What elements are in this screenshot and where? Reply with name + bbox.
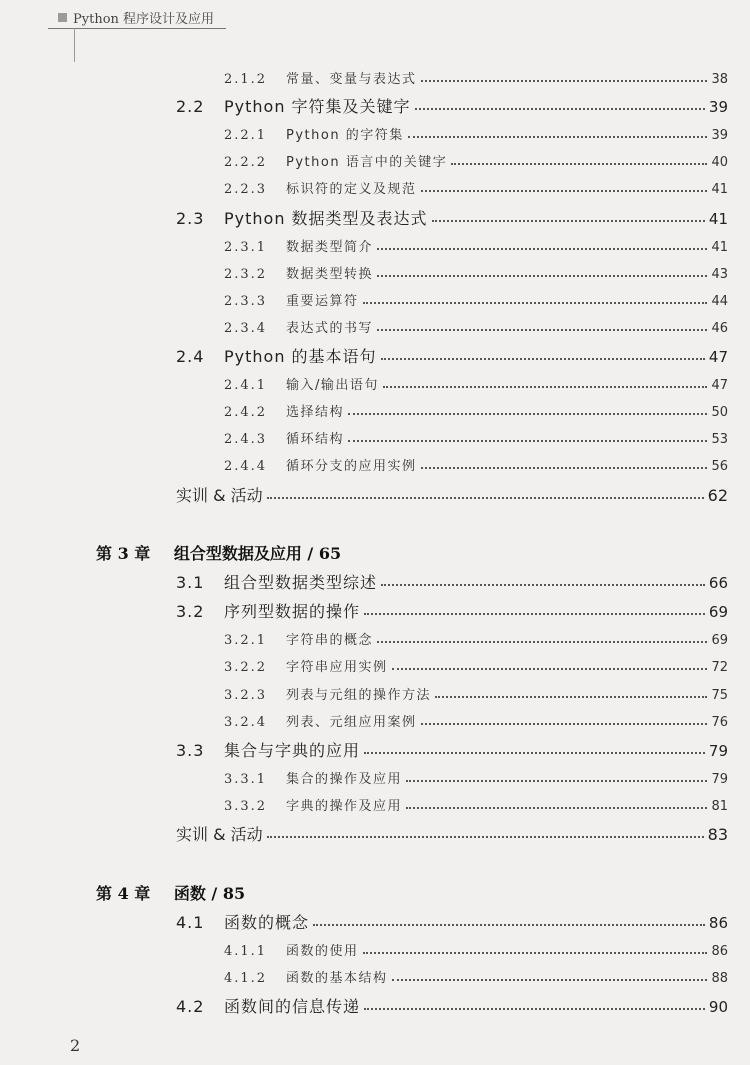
toc-title: 字符串的概念: [286, 633, 374, 648]
toc-entry-4-2[interactable]: [176, 994, 728, 1017]
toc-title: 序列型数据的操作: [224, 602, 361, 621]
toc-page: 53: [711, 432, 728, 447]
toc-page: 66: [708, 574, 728, 592]
toc-leader-dots: [363, 952, 708, 954]
toc-title: Python 的基本语句: [224, 347, 377, 366]
toc-page: 83: [707, 825, 728, 844]
toc-title: 字典的操作及应用: [286, 799, 403, 814]
toc-entry-2-3-4[interactable]: [224, 317, 728, 336]
toc-page: 86: [708, 914, 728, 932]
toc-page: 41: [711, 182, 728, 197]
header-title: Python 程序设计及应用: [73, 12, 215, 27]
toc-leader-dots: [377, 275, 707, 277]
toc-title: Python 字符集及关键字: [224, 97, 411, 116]
toc-number: 4.1: [176, 913, 205, 932]
toc-number: 2.3.3: [224, 294, 268, 309]
toc-page: 39: [708, 98, 728, 116]
toc-page: 43: [711, 267, 728, 282]
toc-title: Python 的字符集: [286, 128, 404, 143]
toc-entry-3-3-1[interactable]: [224, 768, 728, 787]
toc-title: 函数的基本结构: [286, 971, 388, 986]
toc-page: 50: [711, 405, 728, 420]
toc-title: 循环分支的应用实例: [286, 459, 417, 474]
toc-title: 循环结构: [286, 432, 345, 447]
toc-page: 79: [711, 772, 728, 787]
toc-number: 2.2: [176, 97, 205, 116]
toc-title: 重要运算符: [286, 294, 359, 309]
toc-leader-dots: [348, 413, 707, 415]
toc-page: 79: [708, 742, 728, 760]
toc-entry-3-2-2[interactable]: [224, 656, 728, 675]
toc-entry-3-2[interactable]: [176, 599, 728, 622]
toc-leader-dots: [364, 1008, 705, 1010]
toc-title: 输入/输出语句: [286, 378, 379, 393]
toc-leader-dots: [363, 302, 708, 304]
toc-number: 4.1.2: [224, 971, 268, 986]
toc-number: 2.3.2: [224, 267, 268, 282]
toc-leader-dots: [421, 190, 708, 192]
toc-number: 2.3.4: [224, 321, 268, 336]
toc-page: 41: [708, 210, 728, 228]
toc-leader-dots: [421, 80, 708, 82]
chapter-heading-4[interactable]: [96, 881, 245, 904]
chapter-label: 第 3 章: [96, 544, 151, 563]
toc-entry-2-4-3[interactable]: [224, 428, 728, 447]
toc-leader-dots: [267, 497, 704, 499]
toc-page: 46: [711, 321, 728, 336]
toc-entry-2-2-3[interactable]: [224, 178, 728, 197]
toc-number: 2.4.2: [224, 405, 268, 420]
toc-leader-dots: [408, 136, 708, 138]
toc-title: 标识符的定义及规范: [286, 182, 417, 197]
toc-title: 常量、变量与表达式: [286, 72, 417, 87]
toc-entry-3-2-1[interactable]: [224, 629, 728, 648]
chapter-label: 第 4 章: [96, 884, 151, 903]
toc-entry-2-2[interactable]: [176, 94, 728, 117]
toc-title: 函数的概念: [224, 913, 310, 932]
chapter-title: 组合型数据及应用 / 65: [173, 544, 342, 563]
toc-number: 2.3: [176, 209, 205, 228]
toc-entry-3-3-2[interactable]: [224, 795, 728, 814]
toc-title: 函数的使用: [286, 944, 359, 959]
toc-number: 2.2.3: [224, 182, 268, 197]
header-vertical-rule: [74, 28, 75, 62]
toc-page: 72: [711, 660, 728, 675]
toc-entry-4-1-2[interactable]: [224, 967, 728, 986]
toc-title: 选择结构: [286, 405, 345, 420]
toc-leader-dots: [421, 723, 708, 725]
toc-page: 39: [711, 128, 728, 143]
toc-leader-dots: [364, 613, 705, 615]
toc-title: 组合型数据类型综述: [224, 573, 378, 592]
toc-page: 88: [711, 971, 728, 986]
toc-title: Python 数据类型及表达式: [224, 209, 428, 228]
toc-leader-dots: [381, 584, 705, 586]
toc-title: 数据类型转换: [286, 267, 374, 282]
toc-leader-dots: [406, 807, 707, 809]
toc-number: 2.4: [176, 347, 205, 366]
toc-number: 2.4.4: [224, 459, 268, 474]
toc-entry-2-3-2[interactable]: [224, 263, 728, 282]
toc-page: 41: [711, 240, 728, 255]
toc-title: 列表与元组的操作方法: [286, 688, 432, 703]
toc-entry-practice-ch2[interactable]: [176, 483, 728, 506]
toc-entry-practice-ch3[interactable]: [176, 822, 728, 845]
toc-title: 实训 & 活动: [176, 825, 263, 844]
toc-number: 2.1.2: [224, 72, 268, 87]
toc-title: 集合的操作及应用: [286, 772, 403, 787]
toc-entry-3-2-3[interactable]: [224, 684, 728, 703]
toc-title: 列表、元组应用案例: [286, 715, 417, 730]
toc-page: 62: [707, 486, 728, 505]
toc-leader-dots: [421, 467, 708, 469]
toc-number: 2.2.2: [224, 155, 268, 170]
toc-page: 38: [711, 72, 728, 87]
toc-entry-4-1-1[interactable]: [224, 940, 728, 959]
toc-title: Python 语言中的关键字: [286, 155, 448, 170]
toc-entry-3-1[interactable]: [176, 570, 728, 593]
toc-leader-dots: [348, 440, 707, 442]
toc-leader-dots: [392, 979, 708, 981]
toc-leader-dots: [451, 163, 707, 165]
toc-number: 2.4.1: [224, 378, 268, 393]
toc-number: 4.1.1: [224, 944, 268, 959]
toc-leader-dots: [267, 836, 704, 838]
toc-number: 3.2.4: [224, 715, 268, 730]
toc-entry-2-1-2[interactable]: [224, 68, 728, 87]
toc-entry-2-4-2[interactable]: [224, 401, 728, 420]
toc-leader-dots: [415, 108, 705, 110]
chapter-title: 函数 / 85: [173, 884, 246, 903]
toc-page: 76: [711, 715, 728, 730]
toc-page: 81: [711, 799, 728, 814]
toc-leader-dots: [392, 668, 708, 670]
toc-number: 3.3.2: [224, 799, 268, 814]
toc-title: 表达式的书写: [286, 321, 374, 336]
toc-leader-dots: [435, 696, 707, 698]
toc-number: 3.3.1: [224, 772, 268, 787]
toc-entry-2-4[interactable]: [176, 344, 728, 367]
toc-number: 2.3.1: [224, 240, 268, 255]
toc-number: 3.2.1: [224, 633, 268, 648]
toc-page: 47: [708, 348, 728, 366]
toc-entry-4-1[interactable]: [176, 910, 728, 933]
toc-page: 69: [711, 633, 728, 648]
header-square-icon: [58, 13, 67, 22]
toc-entry-2-4-4[interactable]: [224, 455, 728, 474]
toc-leader-dots: [377, 248, 707, 250]
toc-page: 90: [708, 998, 728, 1016]
toc-entry-2-3-3[interactable]: [224, 290, 728, 309]
toc-number: 4.2: [176, 997, 205, 1016]
toc-number: 2.4.3: [224, 432, 268, 447]
toc-entry-2-3-1[interactable]: [224, 236, 728, 255]
toc-leader-dots: [432, 220, 705, 222]
toc-leader-dots: [383, 386, 708, 388]
toc-number: 3.2.3: [224, 688, 268, 703]
toc-leader-dots: [381, 358, 705, 360]
toc-entry-2-4-1[interactable]: [224, 374, 728, 393]
toc-leader-dots: [313, 924, 705, 926]
toc-entry-2-3[interactable]: [176, 206, 728, 229]
toc-number: 3.1: [176, 573, 205, 592]
toc-title: 实训 & 活动: [176, 486, 263, 505]
running-header: [58, 8, 214, 27]
page-number: 2: [70, 1036, 81, 1055]
toc-title: 数据类型简介: [286, 240, 374, 255]
toc-page: 47: [711, 378, 728, 393]
toc-entry-2-2-1[interactable]: [224, 124, 728, 143]
toc-number: 3.2: [176, 602, 205, 621]
toc-leader-dots: [377, 641, 707, 643]
toc-page: 86: [711, 944, 728, 959]
toc-leader-dots: [364, 752, 705, 754]
toc-page: 44: [711, 294, 728, 309]
toc-leader-dots: [377, 329, 707, 331]
toc-number: 3.3: [176, 741, 205, 760]
toc-title: 字符串应用实例: [286, 660, 388, 675]
toc-number: 2.2.1: [224, 128, 268, 143]
toc-page: 56: [711, 459, 728, 474]
toc-page: 75: [711, 688, 728, 703]
toc-page: 69: [708, 603, 728, 621]
toc-number: 3.2.2: [224, 660, 268, 675]
toc-entry-2-2-2[interactable]: [224, 151, 728, 170]
chapter-heading-3[interactable]: [96, 541, 341, 564]
toc-entry-3-3[interactable]: [176, 738, 728, 761]
toc-leader-dots: [406, 780, 707, 782]
toc-entry-3-2-4[interactable]: [224, 711, 728, 730]
toc-title: 集合与字典的应用: [224, 741, 361, 760]
toc-page: 40: [711, 155, 728, 170]
toc-title: 函数间的信息传递: [224, 997, 361, 1016]
